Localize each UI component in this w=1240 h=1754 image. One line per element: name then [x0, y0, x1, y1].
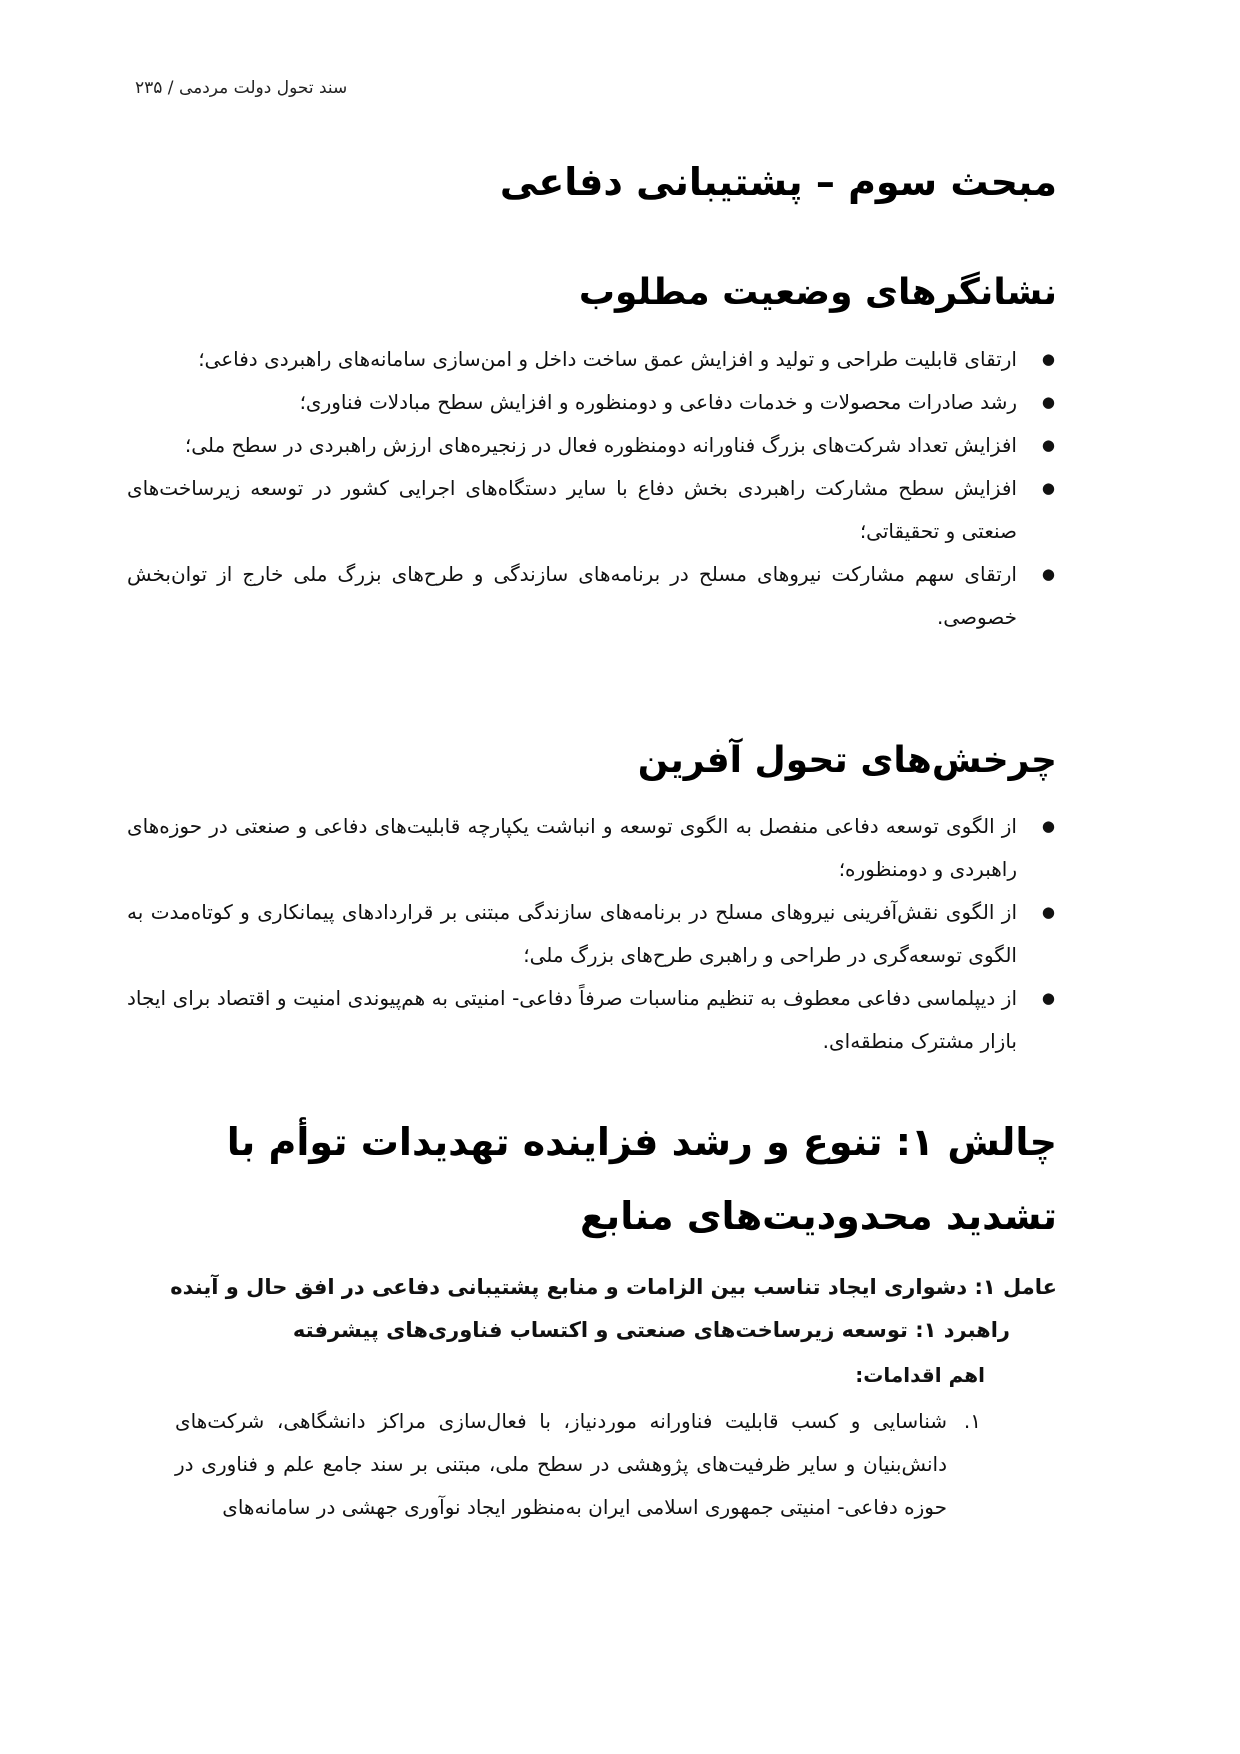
action-number: ۱. — [963, 1409, 981, 1433]
shifts-list — [127, 805, 1057, 1063]
actions-label: اهم اقدامات: — [855, 1363, 985, 1387]
factor-heading: عامل ۱: دشواری ایجاد تناسب بین الزامات و منابع پشتیبانی دفاعی در افق حال و آینده — [170, 1275, 1057, 1299]
list-item: ● افزایش سطح مشارکت راهبردی بخش دفاع با سایر دستگاه‌های اجرایی کشور در توسعه زیرساخت‌های صنعتی و تحقیقاتی؛ — [127, 467, 1057, 553]
shifts-heading: چرخش‌های تحول آفرین — [637, 740, 1057, 781]
list-item: ● از الگوی توسعه دفاعی منفصل به الگوی توسعه و انباشت یکپارچه قابلیت‌های دفاعی و صنعتی در حوزه‌های راهبردی و دومنظوره؛ — [127, 805, 1057, 891]
running-header: سند تحول دولت مردمی / ۲۳۵ — [135, 78, 348, 98]
list-item: ● افزایش تعداد شرکت‌های بزرگ فناورانه دومنظوره فعال در زنجیره‌های ارزش راهبردی در سطح ملی؛ — [127, 424, 1057, 467]
indicators-list — [127, 338, 1057, 639]
section-title: مبحث سوم – پشتیبانی دفاعی — [499, 160, 1057, 204]
action-text: شناسایی و کسب قابلیت فناورانه موردنیاز، با فعال‌سازی مراکز دانشگاهی، شرکت‌های دانش‌بنیان و سایر ظرفیت‌های پژوهشی در سطح ملی، مبتنی بر سند جامع علم و فناوری در حوزه دفاعی- امنیتی جمهوری اسلامی ایران به‌منظور ایجاد نوآوری جهشی در سامانه‌های — [175, 1409, 947, 1519]
list-item — [175, 1400, 985, 1529]
list-item: ● رشد صادرات محصولات و خدمات دفاعی و دومنظوره و افزایش سطح مبادلات فناوری؛ — [127, 381, 1057, 424]
indicators-heading: نشانگرهای وضعیت مطلوب — [578, 272, 1057, 313]
list-item: ● ارتقای سهم مشارکت نیروهای مسلح در برنامه‌های سازندگی و طرح‌های بزرگ ملی خارج از توان‌بخش خصوصی. — [127, 553, 1057, 639]
list-item: ● از الگوی نقش‌آفرینی نیروهای مسلح در برنامه‌های سازندگی مبتنی بر قراردادهای پیمانکاری و کوتاه‌مدت به الگوی توسعه‌گری در طراحی و راهبری طرح‌های بزرگ ملی؛ — [127, 891, 1057, 977]
actions-list — [175, 1400, 985, 1529]
list-item: ● ارتقای قابلیت طراحی و تولید و افزایش عمق ساخت داخل و امن‌سازی سامانه‌های راهبردی دفاعی؛ — [127, 338, 1057, 381]
challenge-heading: چالش ۱: تنوع و رشد فزاینده تهدیدات توأم با تشدید محدودیت‌های منابع — [226, 1120, 1057, 1238]
strategy-heading: راهبرد ۱: توسعه زیرساخت‌های صنعتی و اکتساب فناوری‌های پیشرفته — [292, 1318, 1010, 1342]
list-item: ● از دیپلماسی دفاعی معطوف به تنظیم مناسبات صرفاً دفاعی- امنیتی به هم‌پیوندی امنیت و اقتصاد برای ایجاد بازار مشترک منطقه‌ای. — [127, 977, 1057, 1063]
